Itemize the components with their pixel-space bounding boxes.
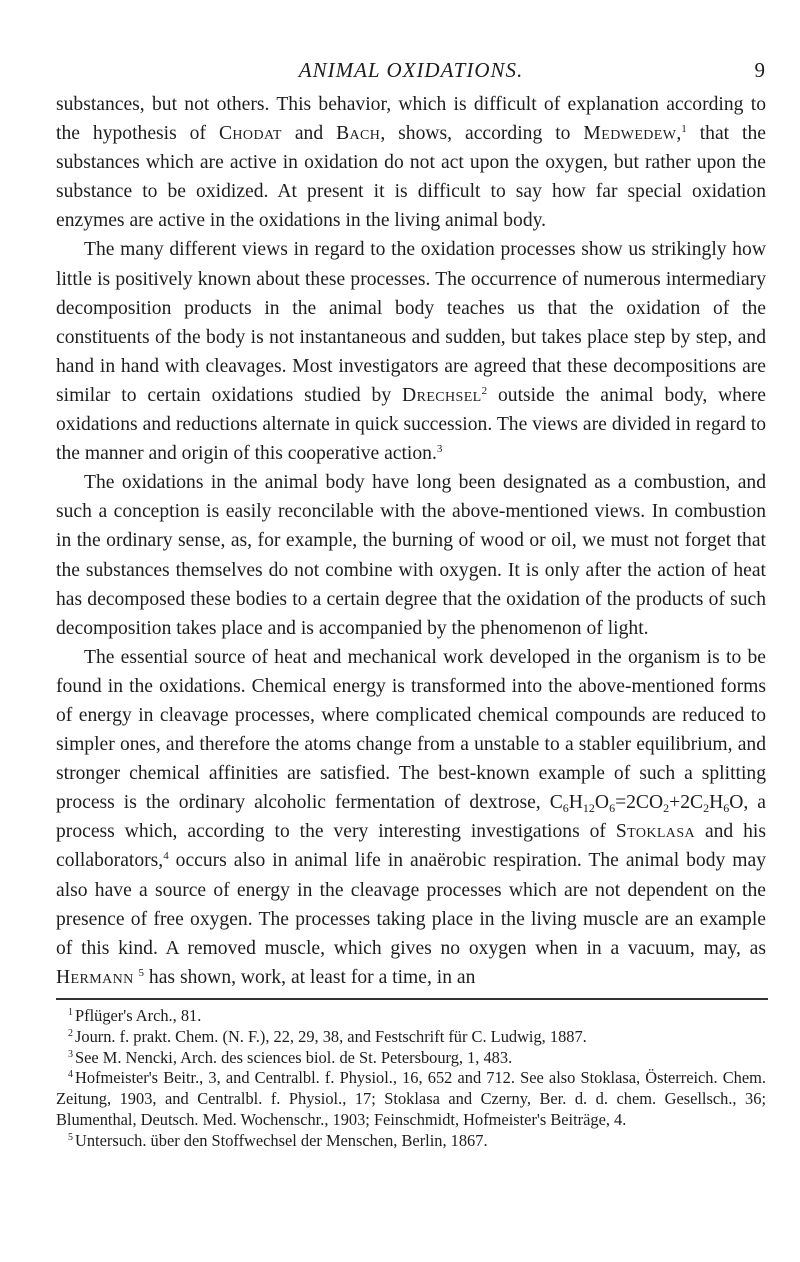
footnotes bbox=[56, 1006, 766, 1152]
text-run: and his collaborators, bbox=[56, 821, 767, 872]
text-run: has shown, work, at least for a time, in an bbox=[144, 966, 476, 988]
author-name: Medwedew bbox=[583, 123, 677, 145]
footnote-mark: 2 bbox=[68, 1027, 73, 1039]
text-run: outside the animal body, where oxidations and reductions alternate in quick succession. The views are divided in regard to the manner and origin of this cooperative action. bbox=[56, 384, 767, 465]
text-run: , a process which, according to the very interesting investigations of bbox=[56, 792, 766, 843]
author-name: Hermann bbox=[56, 966, 134, 988]
book-page bbox=[56, 58, 766, 1151]
footnote-mark: 4 bbox=[68, 1069, 73, 1081]
footnote-ref: 3 bbox=[436, 443, 443, 456]
footnote-ref: 4 bbox=[163, 850, 169, 863]
text-run: , shows, according to bbox=[380, 123, 584, 145]
author-name: Bach bbox=[336, 123, 381, 145]
paragraph-2 bbox=[56, 235, 766, 468]
footnote-divider bbox=[56, 998, 768, 1000]
footnote bbox=[56, 1068, 766, 1130]
footnote-mark: 1 bbox=[68, 1006, 73, 1018]
footnote-text: See M. Nencki, Arch. des sciences biol. de St. Petersbourg, 1, 483. bbox=[75, 1047, 513, 1067]
text-run: The many different views in regard to the oxidation processes show us strikingly how little is positively known about these processes. The occurrence of numerous intermediary decomposition products in the animal body teaches us that the oxidation of the constituents of the body is not instantaneous and sudden, but takes place step by step, and hand in hand with cleavages. Most investigators are agreed that these decompositions are similar to certain oxidations studied by bbox=[56, 239, 766, 406]
text-run: and bbox=[281, 123, 337, 145]
text-run: The oxidations in the animal body have long been designated as a combustion, and such a conception is easily reconcilable with the above-mentioned views. In combustion in the ordinary sense, as, for example, the burning of wood or oil, we must not forget that the substances themselves do not combine with oxygen. It is only after the action of heat has decomposed these bodies to a certain degree that the oxidation of the products of such decomposition takes place and is accompanied by the phenomenon of light. bbox=[56, 472, 766, 639]
page-number: 9 bbox=[754, 58, 766, 82]
author-name: Stoklasa bbox=[615, 821, 696, 843]
footnote-text: Journ. f. prakt. Chem. (N. F.), 22, 29, 38, and Festschrift für C. Ludwig, 1887. bbox=[75, 1026, 587, 1046]
running-title: ANIMAL OXIDATIONS. bbox=[298, 58, 524, 82]
footnote bbox=[56, 1048, 766, 1069]
text-run: occurs also in animal life in anaërobic respiration. The animal body may also have a source of energy in the cleavage processes which are not dependent on the presence of free oxygen. The processes taking place in the living muscle are an example of this kind. A removed muscle, which gives no oxygen when in a vacuum, may, as bbox=[56, 850, 766, 959]
paragraph-4 bbox=[56, 643, 766, 992]
running-header bbox=[56, 58, 766, 88]
footnote-ref: 2 bbox=[481, 384, 488, 397]
footnote-mark: 5 bbox=[68, 1131, 73, 1143]
paragraph-3 bbox=[56, 468, 766, 643]
footnote-text: Pflüger's Arch., 81. bbox=[75, 1005, 202, 1025]
footnote-text: Untersuch. über den Stoffwechsel der Menschen, Berlin, 1867. bbox=[75, 1130, 488, 1150]
paragraph-1: substances, but not others. This behavior, which is difficult of explanation according to the hypothesis of Chodat and Bach, shows, according to Medwedew,$^1$ that the substances which are active in oxidation do not act upon the oxygen, but rather upon the substance to be oxidized. At present it is difficult to say how far special oxidation enzymes are active in the oxidations in the living animal body. bbox=[56, 94, 766, 232]
footnote bbox=[56, 1027, 766, 1048]
footnote bbox=[56, 1006, 766, 1027]
author-name: Drechsel bbox=[402, 384, 482, 406]
footnote-text: Hofmeister's Beitr., 3, and Centralbl. f. Physiol., 16, 652 and 712. See also Stoklasa, Österreich. Chem. Zeitung, 1903, and Centralbl. f. Physiol., 17; Stoklasa and Czerny, Ber. d. d. chem. Gesellsch., 36; Blumenthal, Deutsch. Med. Wochenschr., 1903; Feinschmidt, Hofmeister's Beiträge, 4. bbox=[56, 1068, 766, 1129]
author-name: Chodat bbox=[218, 123, 282, 145]
footnote-mark: 3 bbox=[68, 1048, 73, 1060]
text-run: The essential source of heat and mechanical work developed in the organism is to be found in the oxidations. Chemical energy is transformed into the above-mentioned forms of energy in cleavage processes, where complicated chemical compounds are reduced to simpler ones, and therefore the atoms change from a unstable to a stabler equilibrium, and stronger chemical affinities are satisfied. The best-known example of such a splitting process is the ordinary alcoholic fermentation of dextrose, bbox=[56, 646, 766, 814]
chemical-formula: $C_6H_{12}O_6=2CO_2+2C_2H_6O$ bbox=[549, 792, 744, 816]
body-text bbox=[56, 90, 766, 992]
footnote bbox=[56, 1131, 766, 1152]
footnote-ref: 1 bbox=[681, 123, 687, 136]
text-run: that the substances which are active in oxidation do not act upon the oxygen, but rather upon the substance to be oxidized. At present it is difficult to say how far special oxidation enzymes are active in the oxidations in the living animal body. bbox=[56, 123, 766, 232]
footnote-ref: 5 bbox=[138, 966, 145, 979]
text-run: substances, but not others. This behavior, which is difficult of explanation according to the hypothesis of bbox=[56, 94, 766, 145]
